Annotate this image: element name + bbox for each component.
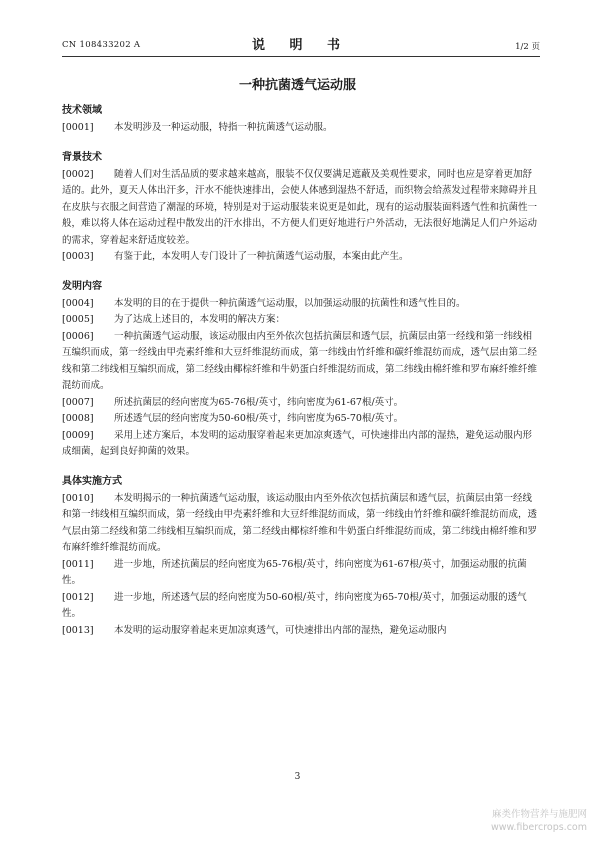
paragraph-text: 所述抗菌层的经向密度为65-76根/英寸，纬向密度为61-67根/英寸。: [114, 396, 404, 408]
paragraph-text: 进一步地，所述透气层的经向密度为50-60根/英寸，纬向密度为65-70根/英寸，加强运动服的透气性。: [62, 591, 527, 619]
paragraph-number: [0001]: [62, 122, 94, 133]
paragraph-number: [0002]: [62, 168, 94, 180]
paragraph-text: 有鉴于此，本发明人专门设计了一种抗菌透气运动服，本案由此产生。: [114, 251, 409, 262]
paragraph-number: [0004]: [62, 297, 94, 309]
paragraph: [62, 167, 540, 250]
paragraph-number: [0008]: [62, 413, 94, 424]
watermark-url: www.fibercrops.com: [490, 822, 587, 833]
paragraph-text: 本发明涉及一种运动服，特指一种抗菌透气运动服。: [114, 122, 333, 133]
paragraph: [62, 411, 540, 428]
paragraph-text: 所述透气层的经向密度为50-60根/英寸，纬向密度为65-70根/英寸。: [114, 413, 404, 424]
paragraph: [62, 296, 540, 313]
invention-title: 一种抗菌透气运动服: [238, 78, 356, 93]
paragraph-text: 本发明的运动服穿着起来更加凉爽透气，可快速排出内部的湿热，避免运动服内: [114, 624, 447, 636]
paragraph-number: [0009]: [62, 429, 94, 441]
paragraph-text: 本发明的目的在于提供一种抗菌透气运动服，以加强运动服的抗菌性和透气性目的。: [114, 297, 466, 309]
section-summary: [62, 280, 540, 461]
paragraph-number: [0011]: [62, 558, 94, 570]
paragraph: [62, 312, 540, 329]
paragraph-text: 本发明揭示的一种抗菌透气运动服，该运动服由内至外依次包括抗菌层和透气层，抗菌层由第一经线和第一纬线相互编织而成，第一经线由甲壳素纤维和大豆纤维混纺而成，第一纬线由竹纤维和碳纤维混纺而成，透气层由第二经线和第二纬线相互编织而成，第二经线由椰棕纤维和牛奶蛋白纤维混纺而成，第二纬线由棉纤维和罗布麻纤维纤维混纺而成。: [62, 492, 538, 553]
page-number: 3: [294, 772, 301, 782]
page-indicator: 1/2 页: [515, 42, 540, 52]
paragraph: [62, 590, 540, 623]
paragraph: [62, 557, 540, 590]
paragraph-number: [0013]: [62, 624, 94, 636]
paragraph-text: 随着人们对生活品质的要求越来越高，服装不仅仅要满足遮蔽及美观性要求，同时也应是穿着更加舒适的。此外，夏天人体出汗多，汗水不能快速排出，会使人体感到湿热不舒适，而织物会给蒸发过程带来障碍并且在皮肤与衣服之间营造了潮湿的环境，特别是对于运动服装来说更是如此，现有的运动服装面料透气性和抗菌性一般，难以将人体在运动过程中散发出的汗水排出，不方便人们更好地进行户外活动，无法很好地满足人们户外运动的需求，穿着起来舒适度较差。: [62, 168, 538, 246]
paragraph-text: 一种抗菌透气运动服，该运动服由内至外依次包括抗菌层和透气层，抗菌层由第一经线和第一纬线相互编织而成，第一经线由甲壳素纤维和大豆纤维混纺而成，第一纬线由竹纤维和碳纤维混纺而成，透气层由第二经线和第二纬线相互编织而成，第二经线由椰棕纤维和牛奶蛋白纤维混纺而成，第二纬线由棉纤维和罗布麻纤维纤维混纺而成。: [62, 330, 538, 391]
paragraph-text: 进一步地，所述抗菌层的经向密度为65-76根/英寸，纬向密度为61-67根/英寸，加强运动服的抗菌性。: [62, 558, 527, 586]
paragraph-number: [0010]: [62, 492, 94, 504]
paragraph: [62, 395, 540, 412]
paragraph: [62, 428, 540, 461]
paragraph: [62, 623, 540, 640]
document-body: [62, 104, 540, 653]
section-heading: 具体实施方式: [62, 475, 122, 487]
section-background: [62, 151, 540, 266]
paragraph-number: [0007]: [62, 396, 94, 408]
section-technical-field: [62, 104, 540, 137]
paragraph-number: [0006]: [62, 330, 94, 342]
watermark-site-name: 麻类作物营养与施肥网: [491, 809, 587, 820]
section-heading: 技术领域: [62, 105, 102, 116]
paragraph: [62, 120, 540, 137]
paragraph-number: [0012]: [62, 591, 94, 603]
section-heading: 发明内容: [62, 280, 102, 292]
paragraph: [62, 249, 540, 266]
patent-number: CN 108433202 A: [62, 40, 141, 50]
paragraph-number: [0005]: [62, 314, 94, 325]
document-header: [62, 34, 540, 57]
paragraph: [62, 329, 540, 395]
section-heading: 背景技术: [62, 151, 102, 163]
watermark: [447, 808, 587, 834]
paragraph-text: 采用上述方案后，本发明的运动服穿着起来更加凉爽透气，可快速排出内部的湿热，避免运动服内形成细菌，起到良好抑菌的效果。: [62, 429, 533, 457]
document-type: 说 明 书: [251, 38, 351, 53]
paragraph-number: [0003]: [62, 251, 94, 262]
paragraph: [62, 491, 540, 557]
paragraph-text: 为了达成上述目的，本发明的解决方案：: [114, 314, 286, 325]
section-embodiments: [62, 475, 540, 640]
